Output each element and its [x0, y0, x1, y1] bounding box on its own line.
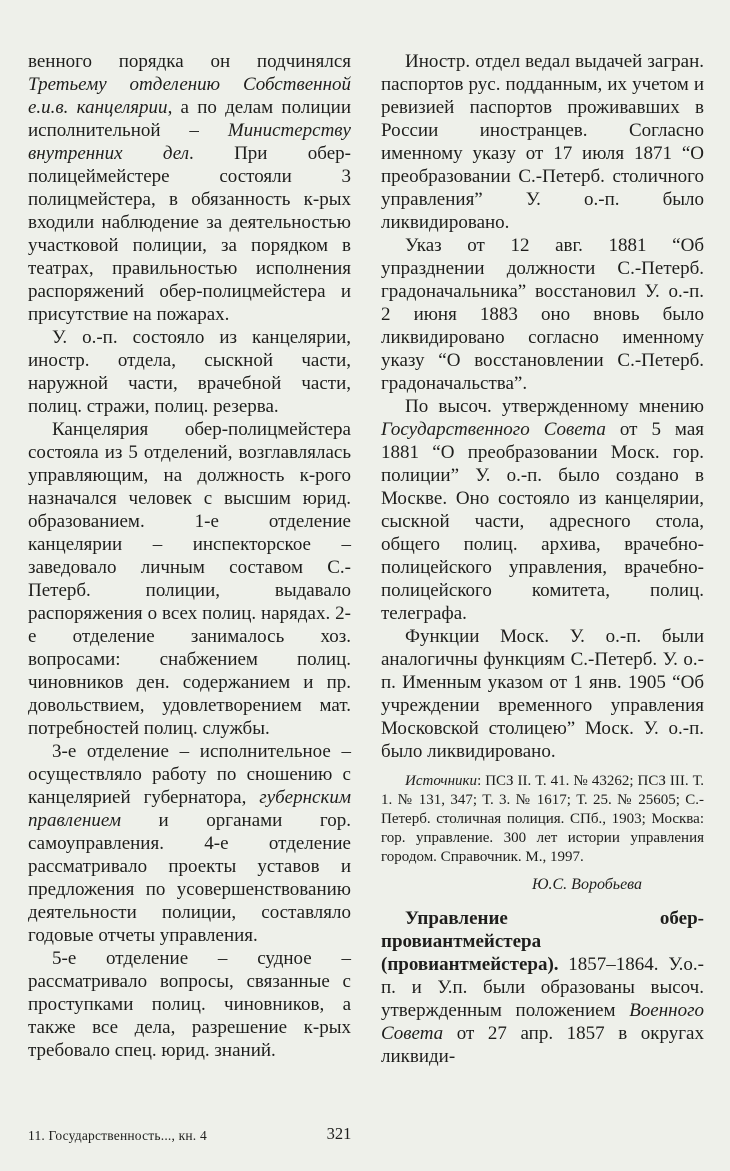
text-run: от 5 мая 1881 “О преобразовании Моск. гор. полиции” У. о.-п. было создано в Москве. Оно состояло из канцелярии, сыскной части, адресного стола, общего полиц. архива, врачебно-полицейского управления, врачебно-полицейского комитета, полиц. телеграфа. — [381, 419, 705, 624]
text-run: венного порядка он подчинялся — [28, 51, 351, 72]
body-paragraph — [28, 418, 351, 740]
text-run: 5-е отделение – судное – рассматривало вопросы, связанные с проступками полиц. чиновников, а также все дела, разрешение к-рых требовало спец. юрид. знаний. — [28, 948, 351, 1061]
text-run: : ПСЗ II. Т. 41. № 43262; ПСЗ III. Т. 1. № 131, 347; Т. 3. № 1617; Т. 25. № 25605; С.-Петерб. столичная полиция. СПб., 1903; Москва: гор. управление. 300 лет истории управления городом. Справочник. М., 1997. — [381, 773, 704, 865]
body-paragraph — [381, 625, 704, 763]
text-run: Военного Совета — [381, 1000, 704, 1044]
text-run: , а по делам полиции исполнительной – — [28, 97, 351, 141]
text-run: Указ от 12 авг. 1881 “Об упразднении должности С.-Петерб. градоначальника” восстановил У. о.-п. 2 июня 1883 оно вновь было ликвидировано согласно именному указу “О восстановлении С.-Петерб. градоначальства”. — [381, 235, 704, 394]
text-run: 1857–1864. У.о.-п. и У.п. были образованы высоч. утвержденным положением — [381, 954, 704, 1021]
text-run: Канцелярия обер-полицмейстера состояла из 5 отделений, возглавлялась управляющим, на должность к-рого назначался человек с высшим юрид. образованием. 1-е отделение канцелярии – инспекторское – заведовало личным составом С.-Петерб. полиции, выдавало распоряжения о всех полиц. нарядах. 2-е отделение занималось хоз. вопросами: снабжением полиц. чиновников ден. содержанием и пр. довольствием, удовлетворением мат. потребностей полиц. службы. — [28, 419, 351, 739]
text-run: и органами гор. самоуправления. 4-е отделение рассматривало проекты уставов и предложения по усовершенствованию деятельности полиции, составляло годовые отчеты управления. — [28, 810, 351, 946]
body-paragraph — [28, 50, 351, 326]
body-paragraph — [28, 326, 351, 418]
body-paragraph — [381, 395, 704, 625]
running-footer: 11. Государственность..., кн. 4 — [28, 1128, 207, 1143]
column-right — [381, 50, 704, 1068]
text-run: Источники — [405, 773, 478, 789]
body-paragraph — [28, 740, 351, 947]
text-columns — [28, 50, 704, 1068]
entry-paragraph — [381, 907, 704, 1068]
page-number: 321 — [326, 1124, 352, 1143]
text-run: 3-е отделение – исполнительное – осуществляло работу по сношению с канцелярией губернатора, — [28, 741, 351, 808]
column-left — [28, 50, 351, 1068]
body-paragraph — [28, 947, 351, 1062]
text-run: Министерству внутренних дел — [28, 120, 351, 164]
text-run: Управление обер-провиантмейстера (провиантмейстера). — [381, 908, 704, 975]
text-run: Третьему отделению Собственной е.и.в. канцелярии — [28, 74, 351, 118]
body-paragraph — [381, 234, 704, 395]
text-run: губернским правлением — [28, 787, 351, 831]
sources-paragraph — [381, 772, 704, 867]
text-run: Функции Моск. У. о.-п. были аналогичны функциям С.-Петерб. У. о.-п. Именным указом от 1 янв. 1905 “Об учреждении временного управления Московской столицею” Моск. У. о.-п. было ликвидировано. — [381, 626, 704, 762]
text-run: Ю.С. Воробьева — [531, 876, 642, 893]
text-run: У. о.-п. состояло из канцелярии, иностр. отдела, сыскной части, наружной части, врачебной части, полиц. стражи, полиц. резерва. — [28, 327, 351, 417]
page-footer — [28, 1124, 704, 1148]
text-run: . При обер-полицеймейстере состояли 3 полицмейстера, в обязанность к-рых входили наблюдение за деятельностью участковой полиции, за порядком в театрах, правильностью исполнения распоряжений обер-полицмейстера и присутствие на пожарах. — [28, 143, 351, 325]
body-paragraph — [381, 50, 704, 234]
author-signature — [381, 875, 704, 895]
text-run: Иностр. отдел ведал выдачей загран. паспортов рус. подданным, их учетом и ревизией паспортов проживавших в России иностранцев. Согласно именному указу от 17 июля 1871 “О преобразовании С.-Петерб. столичного управления” У. о.-п. было ликвидировано. — [381, 51, 704, 233]
text-run: от 27 апр. 1857 в округах ликвиди- — [381, 1023, 704, 1067]
text-run: По высоч. утвержденному мнению — [405, 396, 704, 417]
text-run: Государственного Совета — [381, 419, 606, 440]
